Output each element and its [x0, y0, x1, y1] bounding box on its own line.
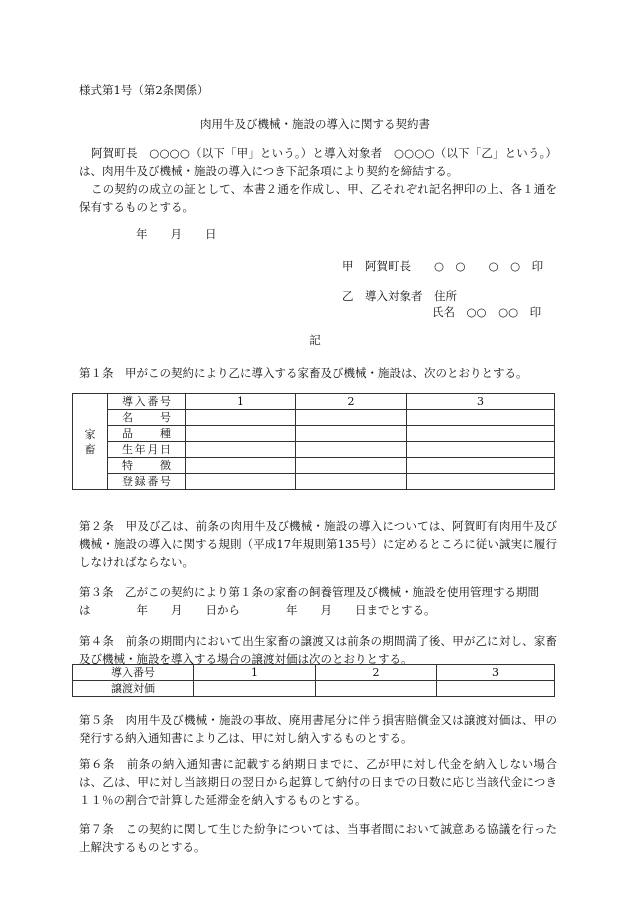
table-cell [194, 681, 316, 697]
vertical-label-char: 畜 [84, 442, 96, 456]
column-header-2: 2 [316, 665, 437, 681]
table-row-header: 譲渡対価 [73, 681, 194, 697]
preamble-paragraph-2: この契約の成立の証として、本書２通を作成し、甲、乙それぞれ記名押印の上、各１通を保有するものとする。 [79, 182, 557, 214]
table-row-header: 特 徴 [108, 458, 186, 474]
table-row-header: 導入番号 [108, 394, 186, 410]
party-otsu-address: 乙 導入対象者 住所 [342, 289, 457, 303]
article-7: 第７条 この契約に関して生じた紛争については、当事者間において誠意ある協議を行った上解決するものとする。 [79, 822, 557, 854]
table-cell [407, 442, 555, 458]
table-cell [186, 426, 296, 442]
table-cell [186, 410, 296, 426]
table-cell [186, 474, 296, 490]
table-row-header: 導入番号 [73, 665, 194, 681]
column-header-1: 1 [194, 665, 316, 681]
table-row-header: 名 号 [108, 410, 186, 426]
table-cell [407, 474, 555, 490]
table-cell [296, 474, 407, 490]
table-cell [296, 426, 407, 442]
article-6: 第６条 前条の納入通知書に記載する納期日までに、乙が甲に対し代金を納入しない場合は、乙は、甲に対し当該期日の翌日から起算して納付の日までの日数に応じ当該代金につき１１％の割合で計算した延滞金を納入するものとする。 [79, 757, 557, 807]
table-cell [296, 458, 407, 474]
article-5: 第５条 肉用牛及び機械・施設の事故、廃用書尾分に伴う損害賠償金又は譲渡対価は、甲の発行する納入通知書により乙は、甲に対し納入するものとする。 [79, 713, 557, 745]
article-4: 第４条 前条の期間内において出生家畜の譲渡又は前条の期間満了後、甲が乙に対し、家畜及び機械・施設を導入する場合の譲渡対価は次のとおりとする。 [79, 634, 557, 666]
livestock-table [72, 393, 555, 490]
table-row-header: 登録番号 [108, 474, 186, 490]
price-table [72, 664, 555, 697]
table-row-header: 生年月日 [108, 442, 186, 458]
table-cell [186, 442, 296, 458]
column-header-3: 3 [407, 394, 555, 410]
document-title: 肉用牛及び機械・施設の導入に関する契約書 [200, 117, 430, 131]
table-cell [437, 681, 555, 697]
table-cell [296, 410, 407, 426]
party-otsu-name: 氏名 ○○ ○○ 印 [432, 305, 542, 319]
column-header-3: 3 [437, 665, 555, 681]
column-header-1: 1 [186, 394, 296, 410]
preamble-paragraph-1: 阿賀町長 ○○○○（以下「甲」という。）と導入対象者 ○○○○（以下「乙」という。）は、肉用牛及び機械・施設の導入につき下記条項により契約を締結する。 [79, 146, 557, 178]
table-cell [296, 442, 407, 458]
article-3-line-1: 第３条 乙がこの契約により第１条の家畜の飼養管理及び機械・施設を使用管理する期間 [79, 585, 539, 599]
vertical-label-char: 家 [84, 427, 96, 441]
table-cell [407, 410, 555, 426]
table-cell [316, 681, 437, 697]
ki-heading: 記 [309, 333, 321, 347]
table-row-header: 品 種 [108, 426, 186, 442]
party-ko-signature: 甲 阿賀町長 ○ ○ ○ ○ 印 [342, 259, 544, 273]
table-cell [407, 458, 555, 474]
article-1: 第１条 甲がこの契約により乙に導入する家畜及び機械・施設は、次のとおりとする。 [79, 366, 528, 380]
article-2: 第２条 甲及び乙は、前条の肉用牛及び機械・施設の導入については、阿賀町有肉用牛及び機械・施設の導入に関する規則（平成17年規則第135号）に定めるところに従い誠実に履行しなければならない。 [79, 519, 557, 569]
article-3-line-2: は 年 月 日から 年 月 日までとする。 [79, 603, 436, 617]
contract-date: 年 月 日 [136, 227, 217, 241]
column-header-2: 2 [296, 394, 407, 410]
table-cell [186, 458, 296, 474]
form-number-label: 様式第1号（第2条関係） [79, 83, 209, 97]
livestock-group-label [73, 394, 108, 490]
table-cell [407, 426, 555, 442]
